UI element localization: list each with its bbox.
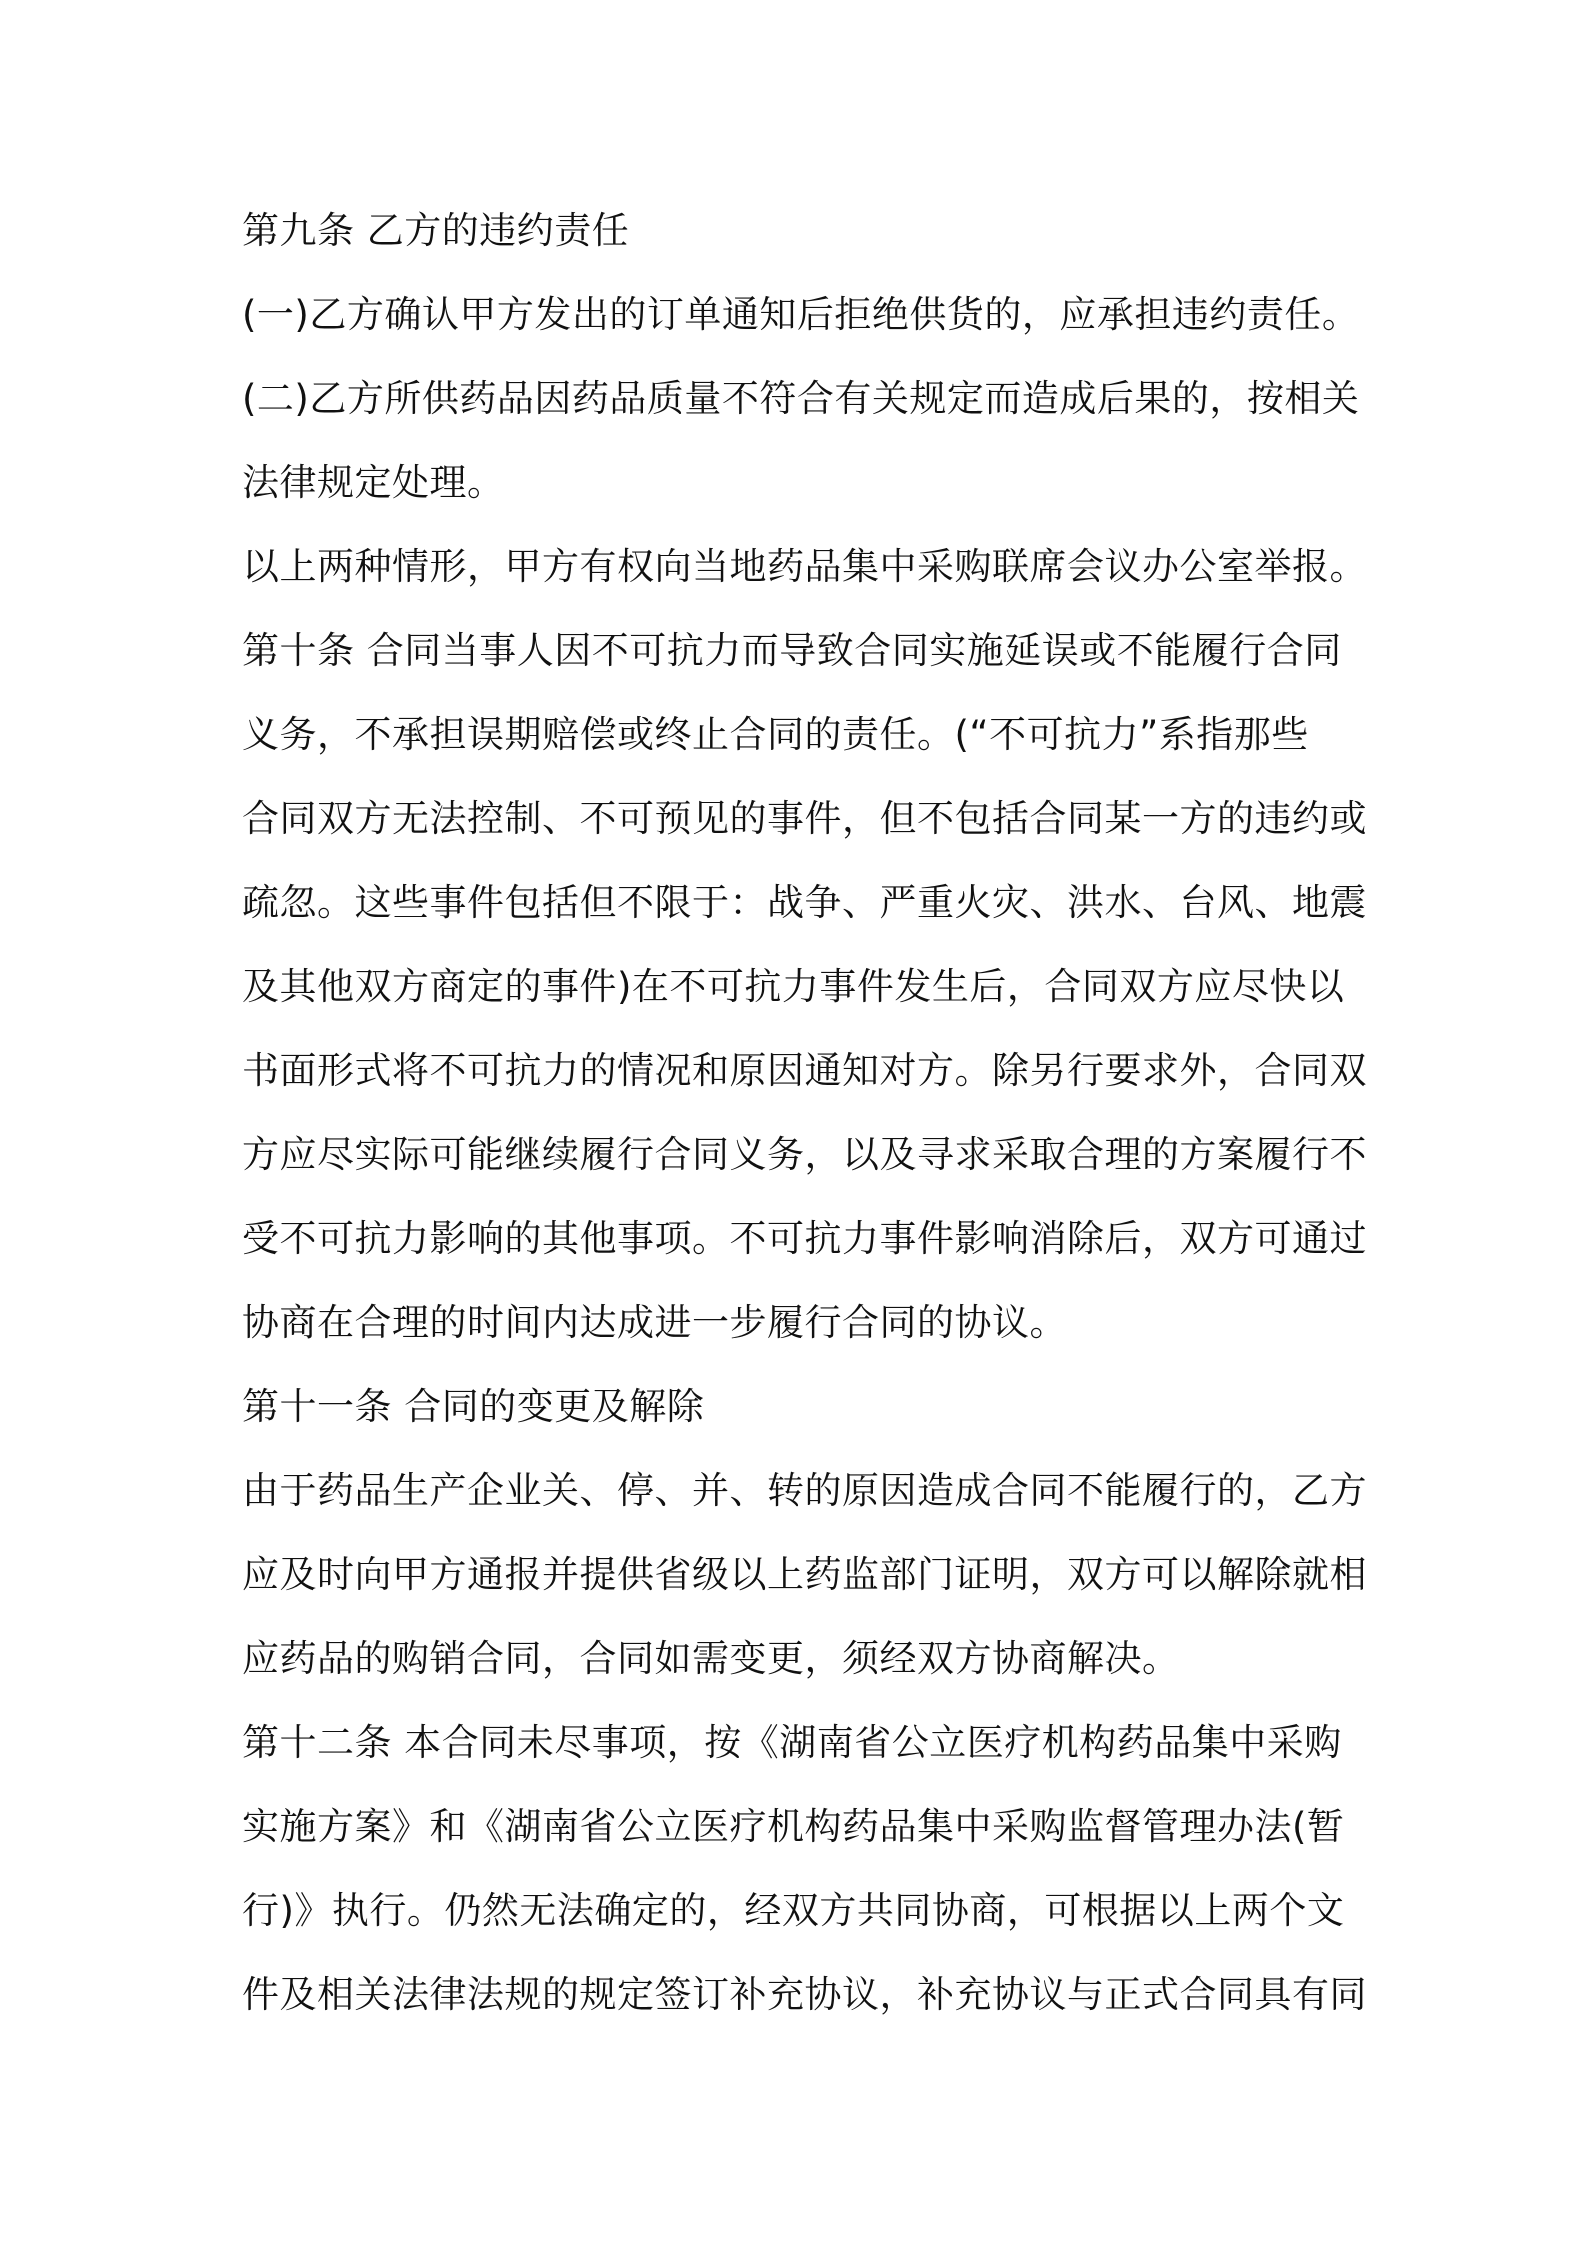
text-line: 实施方案》和《湖南省公立医疗机构药品集中采购监督管理办法(暂 xyxy=(242,1805,1345,1848)
text-line: (二)乙方所供药品因药品质量不符合有关规定而造成后果的，按相关 xyxy=(242,377,1360,420)
text-line: 以上两种情形，甲方有权向当地药品集中采购联席会议办公室举报。 xyxy=(242,545,1367,588)
text-line: 行)》执行。仍然无法确定的，经双方共同协商，可根据以上两个文 xyxy=(242,1889,1345,1932)
text-line: 应及时向甲方通报并提供省级以上药监部门证明，双方可以解除就相 xyxy=(242,1553,1367,1596)
text-line: 由于药品生产企业关、停、并、转的原因造成合同不能履行的，乙方 xyxy=(242,1469,1367,1512)
text-line: 疏忽。这些事件包括但不限于：战争、严重火灾、洪水、台风、地震 xyxy=(242,881,1367,924)
text-line: 合同双方无法控制、不可预见的事件，但不包括合同某一方的违约或 xyxy=(242,797,1367,840)
text-line: 受不可抗力影响的其他事项。不可抗力事件影响消除后，双方可通过 xyxy=(242,1217,1367,1260)
heading-article-11: 第十一条 合同的变更及解除 xyxy=(242,1385,705,1428)
heading-article-12: 第十二条 本合同未尽事项，按《湖南省公立医疗机构药品集中采购 xyxy=(242,1721,1342,1764)
text-line: 件及相关法律法规的规定签订补充协议，补充协议与正式合同具有同 xyxy=(242,1973,1367,2016)
document-page xyxy=(242,203,1367,2051)
heading-article-9: 第九条 乙方的违约责任 xyxy=(242,209,630,252)
text-line: 法律规定处理。 xyxy=(242,461,505,504)
text-line: 应药品的购销合同，合同如需变更，须经双方协商解决。 xyxy=(242,1637,1180,1680)
text-line: 义务，不承担误期赔偿或终止合同的责任。(“不可抗力”系指那些 xyxy=(242,713,1309,756)
text-line: 及其他双方商定的事件)在不可抗力事件发生后，合同双方应尽快以 xyxy=(242,965,1345,1008)
text-line: 方应尽实际可能继续履行合同义务，以及寻求采取合理的方案履行不 xyxy=(242,1133,1367,1176)
text-line: 书面形式将不可抗力的情况和原因通知对方。除另行要求外，合同双 xyxy=(242,1049,1367,1092)
text-line: 协商在合理的时间内达成进一步履行合同的协议。 xyxy=(242,1301,1067,1344)
text-line: (一)乙方确认甲方发出的订单通知后拒绝供货的，应承担违约责任。 xyxy=(242,293,1360,336)
heading-article-10: 第十条 合同当事人因不可抗力而导致合同实施延误或不能履行合同 xyxy=(242,629,1342,672)
